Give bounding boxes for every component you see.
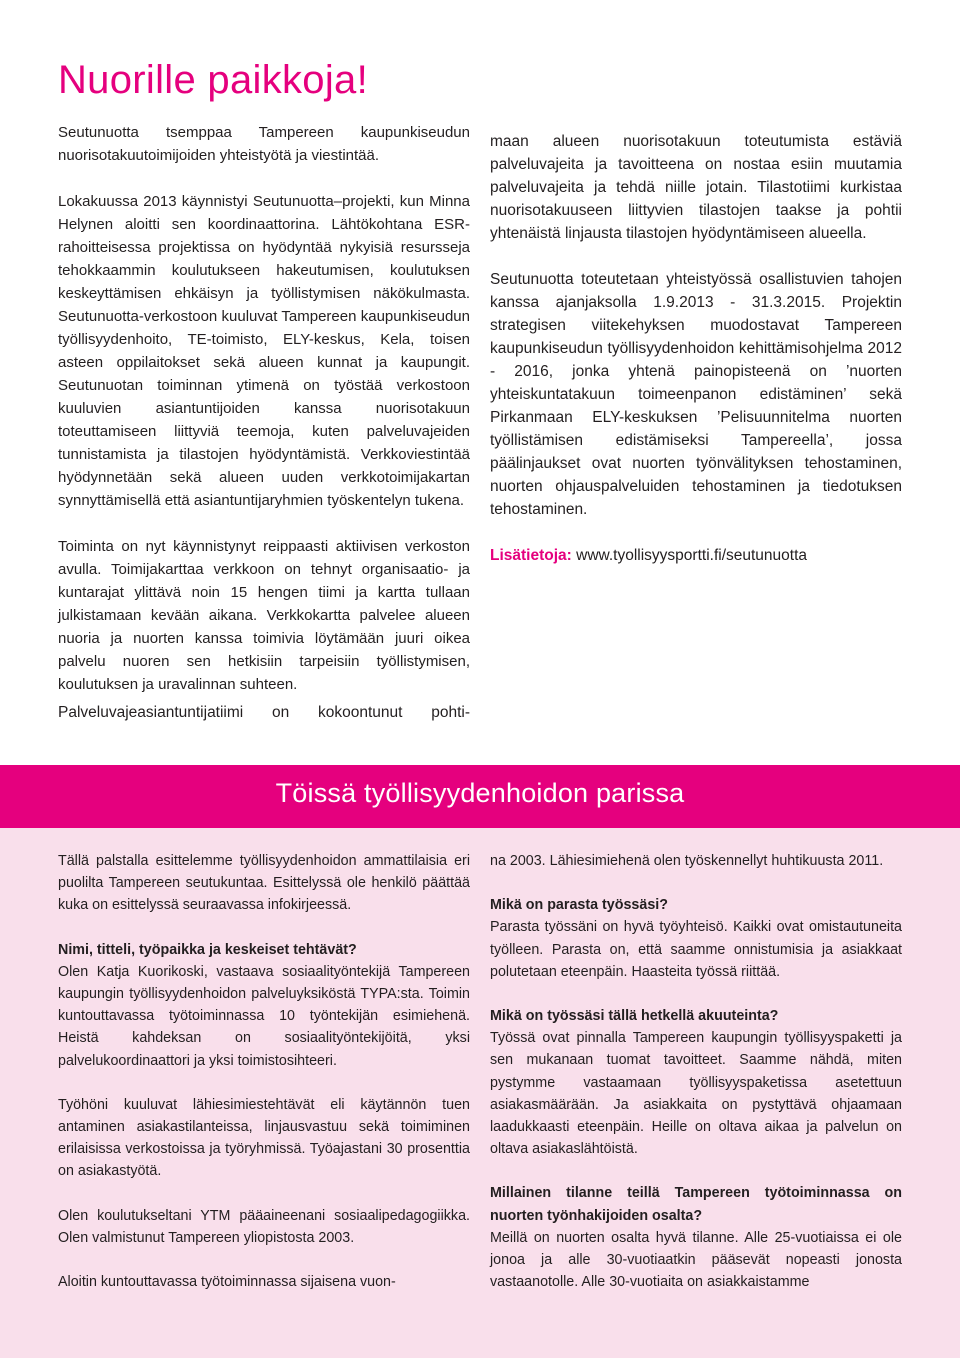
interview-answer: Olen koulutukseltani YTM pääaineenani sosiaalipedagogiikka. Olen valmistunut Tampereen yliopistosta 2003. [58, 1207, 470, 1246]
article-paragraph: maan alueen nuorisotakuun toteutumista estäviä palveluvajeita ja tavoitteena on nostaa esiin muutamia palveluvajeita ja tehdä niille jotain. Tilastotiimi kurkistaa nuorisotakuuseen liittyvien tilastojen taakse ja pohtii yhtenäistä linjausta tilastojen hyödyntämiseen alueella. [490, 133, 902, 242]
article-paragraph: Toiminta on nyt käynnistynyt reippaasti aktiivisen verkoston avulla. Toimijakarttaa verkkoon on tehnyt organisaatio- ja kuntarajat ylittävä noin 15 hengen tiimi ja kartta tullaan julkistamaan kevään aikana. Verkkokartta palvelee alueen nuoria ja nuorten kanssa toimivia löytämään juuri oikea palvelu nuoren sen hetkisiin tarpeisiin työllistymisen, koulutuksen ja uravalinnan suhteen. [58, 538, 470, 693]
page-title: Nuorille paikkoja! [58, 58, 368, 102]
section-title: Töissä työllisyydenhoidon parissa [275, 778, 685, 808]
interview-question: Millainen tilanne teillä Tampereen työtoiminnassa on nuorten työnhakijoiden osalta? [490, 1185, 902, 1224]
interview-answer: Työhöni kuuluvat lähiesimiestehtävät eli käytännön tuen antaminen asiakastilanteissa, linjausvastuu sekä toimiminen erilaisissa verkostoissa ja työryhmissä. Työajastani 30 prosenttia on asiakastyötä. [58, 1096, 470, 1180]
article-paragraph-start: Palveluvajeasiantuntijatiimi on kokoontunut pohti- [58, 704, 470, 721]
interview-answer: Aloitin kuntouttavassa työtoiminnassa sijaisena vuon- [58, 1274, 396, 1291]
article-right-column [490, 130, 902, 567]
more-info-label: Lisätietoja: [490, 547, 572, 564]
more-info [490, 544, 902, 567]
interview-answer: Parasta työssäni on hyvä työyhteisö. Kaikki ovat omistautuneita työlleen. Parasta on, että saamme onnistumisia ja asiakkaat polutetaan eteenpäin. Haasteita työssä riittää. [490, 919, 902, 980]
interview-question: Mikä on työssäsi tällä hetkellä akuuteinta? [490, 1008, 779, 1025]
interview-right-column [490, 850, 902, 1315]
interview-answer: na 2003. Lähiesimiehenä olen työskennellyt huhtikuusta 2011. [490, 853, 884, 869]
interview-answer: Olen Katja Kuorikoski, vastaava sosiaalityöntekijä Tampereen kaupungin työllisyydenhoidon palveluyksiköstä TYPA:sta. Toimin kuntouttavassa työtoiminnassa 10 työntekijän esimiehenä. Heistä kahdeksan on sosiaalityöntekijöitä, yksi palvelukoordinaattori ja yksi toimistosihteeri. [58, 963, 470, 1069]
interview-intro: Tällä palstalla esittelemme työllisyydenhoidon ammattilaisia eri puolilta Tampereen seutukuntaa. Esittelyssä ole henkilö päättää kuka on esittelyssä seuraavassa infokirjeessä. [58, 853, 470, 914]
article-intro: Seutunuotta tsemppaa Tampereen kaupunkiseudun nuorisotakuutoimijoiden yhteistyötä ja viestintää. [58, 124, 470, 164]
interview-left-column [58, 850, 470, 1315]
article-paragraph: Seutunuotta toteutetaan yhteistyössä osallistuvien tahojen kanssa ajanjaksolla 1.9.2013 - 31.3.2015. Projektin strategisen viitekehyksen muodostavat Tampereen kaupunkiseudun työllisyydenhoidon kehittämisohjelma 2012 - 2016, jonka yhtenä painopisteenä on ’nuorten yhteiskuntatakuun toimeenpanon edistäminen’ sekä Pirkanmaan ELY-keskuksen ’Pelisuunnitelma nuorten työllistämisen edistämiseksi Tampereella’, jossa päälinjaukset ovat nuorten työnvälityksen tehostaminen, nuorten ohjauspalveluiden tehostaminen ja tiedotuksen tehostaminen. [490, 271, 902, 518]
interview-answer: Työssä ovat pinnalla Tampereen kaupungin työllisyyspaketti ja sen mukanaan tuomat tavoitteet. Saamme nähdä, miten pystymme vastaamaan työllisyyspaketissa asetettuun asiakasmäärään. Ja asiakkaita on pystyttävä ohjaamaan laadukkaasti eteenpäin. Heille on oltava aikaa ja palvelun on oltava asiakaslähtöistä. [490, 1030, 902, 1158]
article-left-column [58, 121, 470, 696]
article-paragraph: Lokakuussa 2013 käynnistyi Seutunuotta–projekti, kun Minna Helynen aloitti sen koordinaattorina. Lähtökohtana ESR-rahoitteisessa projektissa on hyödyntää nykyisiä resursseja tehokkaammin koulutukseen hakeutumisen, koulutuksen keskeyttämisen ehkäisyn ja työllistymisen näkökulmasta. Seutunuotta-verkostoon kuuluvat Tampereen kaupunkiseudun työllisyydenhoito, TE-toimisto, ELY-keskus, Kela, toisen asteen oppilaitokset sekä alueen kunnat ja kaupungit. Seutunuotan toiminnan ytimenä on työstää verkostoon kuuluvien asiantuntijoiden kanssa nuorisotakuun toteuttamiseen liittyviä teemoja, kuten palveluvajeiden tunnistamista ja tilastojen hyödyntämistä. Verkkoviestintää hyödynnetään sekä alueen uuden verkkotoimijakartan synnyttämisellä että asiantuntijaryhmien työskentelyn tukena. [58, 193, 470, 509]
interview-answer: Meillä on nuorten osalta hyvä tilanne. Alle 25-vuotiaissa ei ole jonoa ja alle 30-vuotiaatkin pääsevät nopeasti jonosta vastaanotolle. Alle 30-vuotiaita on asiakkaistamme [490, 1229, 902, 1291]
more-info-link[interactable]: www.tyollisyysportti.fi/seutunuotta [576, 547, 808, 564]
interview-question: Nimi, titteli, työpaikka ja keskeiset tehtävät? [58, 941, 357, 958]
interview-question: Mikä on parasta työssäsi? [490, 897, 668, 914]
